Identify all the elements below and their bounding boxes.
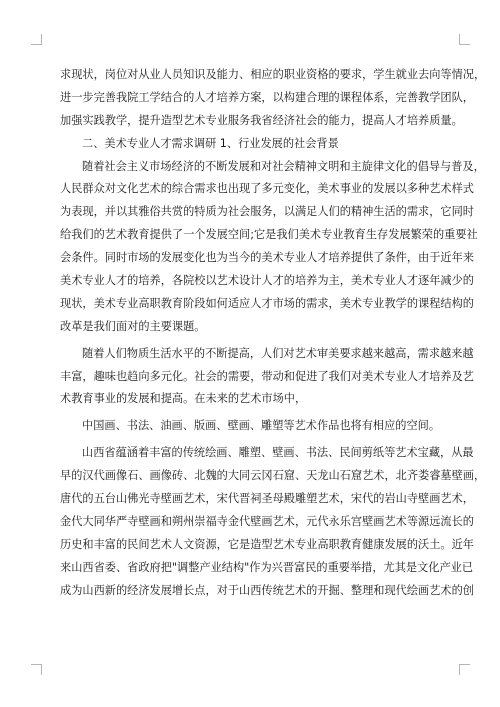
crop-mark-bottom-left xyxy=(31,664,42,675)
paragraph-art-forms: 中国画、书法、油画、版画、壁画、雕塑等艺术作品也将有相应的空间。 xyxy=(82,419,441,433)
text-line: 求现状，岗位对从业人员知识及能力、相应的职业资格的要求，学生就业去向等情况， xyxy=(60,68,486,81)
crop-mark-top-left xyxy=(31,34,42,45)
text-line: 现状，美术专业高职教育阶段如何适应人才市场的需求，美术专业教学的课程结构的 xyxy=(60,296,474,310)
text-line: 随着人们物质生活水平的不断提高，人们对艺术审美要求越来越高，需求越来越 xyxy=(82,346,474,360)
text-line: 山西省蕴涵着丰富的传统绘画、雕塑、壁画、书法、民间剪纸等艺术宝藏，从最 xyxy=(82,446,474,460)
text-line: 成为山西新的经济发展增长点，对于山西传统艺术的开掘、整理和现代绘画艺术的创 xyxy=(60,583,474,597)
text-line: 为表现，并以其雅俗共赏的特质为社会服务，以满足人们的精神生活的需求，它同时 xyxy=(60,205,474,219)
text-line: 随着社会主义市场经济的不断发展和对社会精神文明和主旋律文化的倡导与普及， xyxy=(82,159,485,173)
paragraph-social-background xyxy=(60,156,485,339)
text-line: 金代大同华严寺壁画和朔州崇福寺金代壁画艺术，元代永乐宫壁画艺术等源远流长的 xyxy=(60,514,474,528)
document-body xyxy=(60,64,486,602)
text-line: 进一步完善我院工学结合的人才培养方案，以构建合理的课程体系，完善教学团队， xyxy=(60,90,474,104)
paragraph-shanxi-heritage xyxy=(60,442,486,602)
text-line: 来山西省委、省政府把"调整产业结构"作为兴晋富民的重要举措，尤其是文化产业已 xyxy=(60,560,474,574)
text-line: 历史和丰富的民间艺术人文资源，它是造型艺术专业高职教育健康发展的沃土。近年 xyxy=(60,537,474,551)
crop-mark-bottom-right xyxy=(459,664,470,675)
section-heading: 二、美术专业人才需求调研 1、行业发展的社会背景 xyxy=(82,136,339,150)
text-line: 加强实践教学，提升造型艺术专业服务我省经济社会的能力，提高人才培养质量。 xyxy=(60,113,463,127)
paragraph-intro xyxy=(60,64,486,133)
paragraph-aesthetic-demand xyxy=(60,343,474,412)
text-line: 丰富，趣味也趋向多元化。社会的需要，带动和促进了我们对美术专业人才培养及艺 xyxy=(60,369,474,383)
text-line: 人民群众对文化艺术的综合需求也出现了多元变化，美术事业的发展以多种艺术样式 xyxy=(60,182,474,196)
crop-mark-top-right xyxy=(459,34,470,45)
text-line: 会条件。同时市场的发展变化也为当今的美术专业人才培养提供了条件，由于近年来 xyxy=(60,251,474,265)
text-line: 改革是我们面对的主要课题。 xyxy=(60,319,206,333)
text-line: 唐代的五台山佛光寺壁画艺术，宋代晋祠圣母殿雕塑艺术，宋代的岩山寺壁画艺术， xyxy=(60,492,474,506)
text-line: 早的汉代画像石、画像砖、北魏的大同云冈石窟、天龙山石窟艺术，北齐娄睿墓壁画， xyxy=(60,469,486,483)
text-line: 给我们的艺术教育提供了一个发展空间;它是我们美术专业教育生存发展繁荣的重要社 xyxy=(60,228,478,242)
text-line: 美术专业人才的培养，各院校以艺术设计人才的培养为主，美术专业人才逐年减少的 xyxy=(60,274,474,288)
text-line: 术教育事业的发展和提高。在未来的艺术市场中， xyxy=(60,392,307,406)
